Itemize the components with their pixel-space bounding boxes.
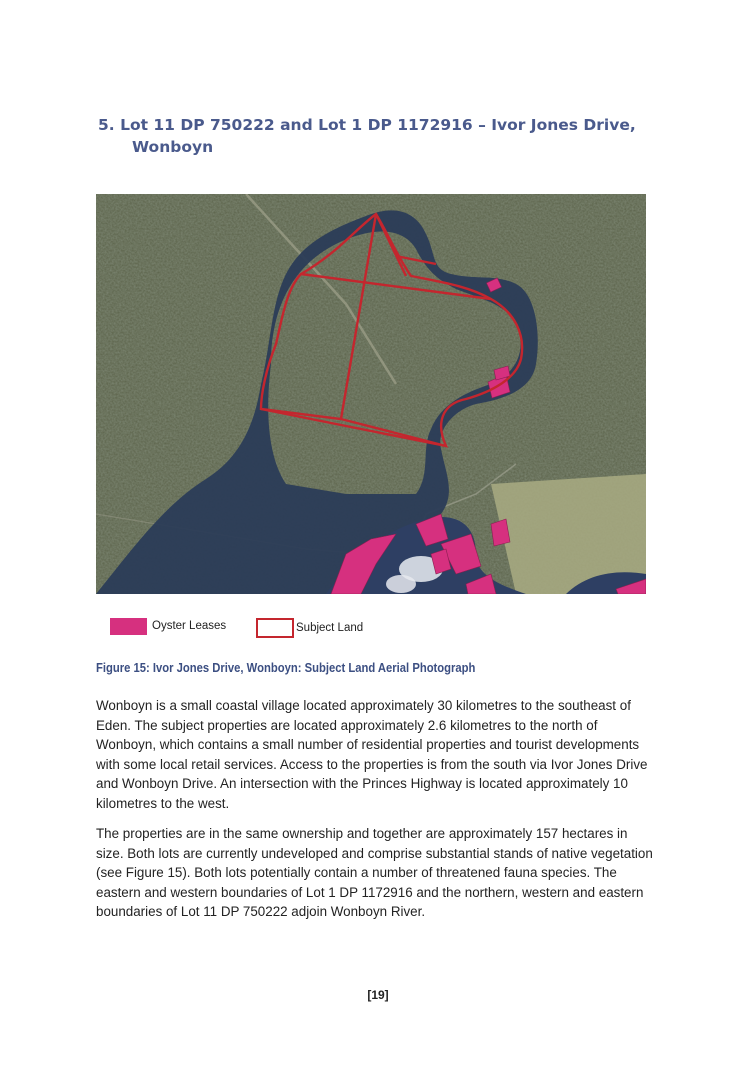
subject-land-swatch <box>256 618 294 638</box>
body-paragraph-2: The properties are in the same ownership and together are approximately 157 hectares in size. Both lots are currently undeveloped and comprise substantial stands of native vegetation (see Figure 15). Both lots potentially contain a number of threatened fauna species. The eastern and western boundaries of Lot 1 DP 1172916 and the northern, western and eastern boundaries of Lot 11 DP 750222 adjoin Wonboyn River. <box>96 826 653 920</box>
aerial-photograph-image <box>96 194 646 594</box>
body-paragraph-1: Wonboyn is a small coastal village located approximately 30 kilometres to the southeast of Eden. The subject properties are located approximately 2.6 kilometres to the north of Wonboyn, which contains a small number of residential properties and tourist developments with some local retail services. Access to the properties is from the south via Ivor Jones Drive and Wonboyn Drive. An intersection with the Princes Highway is located approximately 10 kilometres to the west. <box>96 698 648 811</box>
subject-land-label: Subject Land <box>296 622 364 634</box>
section-heading-line-1: 5. Lot 11 DP 750222 and Lot 1 DP 1172916 – Ivor Jones Drive, <box>98 116 636 134</box>
oyster-leases-label: Oyster Leases <box>152 620 227 632</box>
figure-caption: Figure 15: Ivor Jones Drive, Wonboyn: Subject Land Aerial Photograph <box>96 661 476 675</box>
aerial-photograph <box>96 194 646 594</box>
oyster-leases-swatch <box>110 618 147 635</box>
page-number: [19] <box>367 988 389 1002</box>
section-heading <box>98 114 658 158</box>
section-heading-line-2: Wonboyn <box>132 138 214 156</box>
